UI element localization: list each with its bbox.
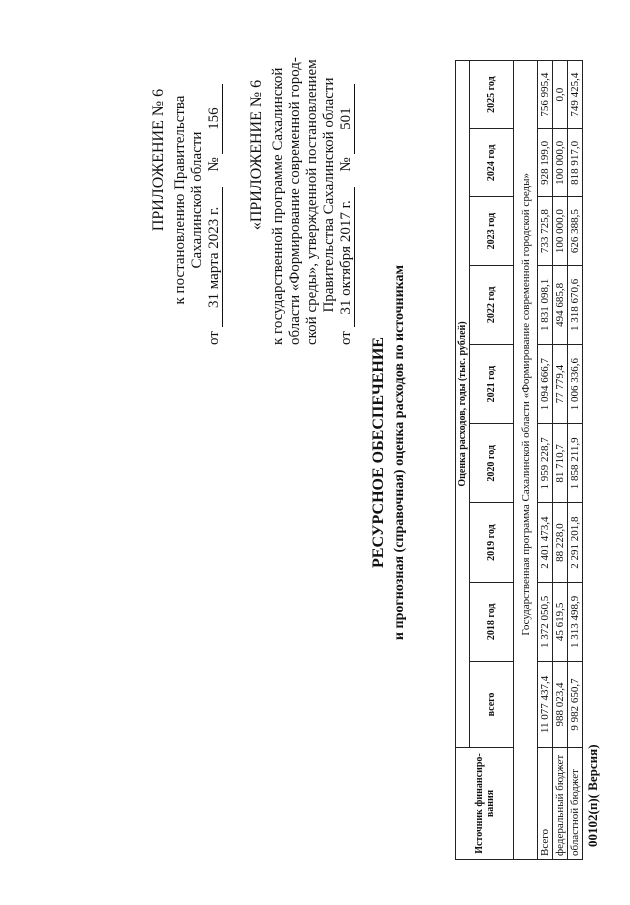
appendix-date-prefix: от [206,331,222,345]
row-value: 1 318 670,6 [568,265,583,344]
table-header-row [456,61,470,860]
original-appendix-line1: к государственной программе Сахалинской [270,67,286,345]
row-value: 2 401 473,4 [538,503,553,582]
table-row [538,61,553,860]
appendix-number-label: № [206,157,222,172]
row-value: 45 619,5 [553,582,568,661]
original-appendix-date: 31 октября 2017 г. [339,187,355,327]
appendix-date-line [206,55,223,345]
original-appendix-date-prefix: от [338,331,354,345]
row-value: 494 685,8 [553,265,568,344]
col-year-header: 2019 год [470,503,514,582]
table-subheader-row [470,61,514,860]
row-source: областной бюджет [568,748,583,860]
row-value: 2 291 201,8 [568,503,583,582]
col-year-header: 2024 год [470,129,514,197]
row-value: 1 831 098,1 [538,265,553,344]
row-value: 1 313 498,9 [568,582,583,661]
document-footer: 00102(п)( Версия) [585,744,600,847]
program-row [514,61,538,860]
row-value: 100 000,0 [553,129,568,197]
program-empty-cell [514,748,538,860]
row-value: 756 995,4 [538,61,553,129]
col-year-header: 2023 год [470,197,514,265]
row-total: 11 077 437,4 [538,661,553,747]
appendix-to-line: к постановлению Правительства [172,95,188,305]
appendix-number: 156 [207,84,223,154]
row-value: 1 006 336,6 [568,344,583,423]
original-appendix-title: «ПРИЛОЖЕНИЕ № 6 [248,79,265,231]
col-year-header: 2025 год [470,61,514,129]
row-total: 988 023,4 [553,661,568,747]
program-title: Государственная программа Сахалинской области «Формирование современной городской среды» [514,61,538,748]
row-value: 77 779,4 [553,344,568,423]
group-header: Оценка расходов, годы (тыс. рублей) [456,61,470,748]
row-value: 100 000,0 [553,197,568,265]
row-total: 9 982 650,7 [568,661,583,747]
original-appendix-date-line [338,45,355,345]
original-appendix-line3: ской среды», утвержденной постановлением [304,59,320,345]
row-value: 1 858 211,9 [568,424,583,503]
row-source: Всего [538,748,553,860]
appendix-title: ПРИЛОЖЕНИЕ № 6 [150,88,167,232]
row-value: 626 388,5 [568,197,583,265]
row-value: 749 425,4 [568,61,583,129]
original-appendix-line4: Правительства Сахалинской области [321,77,337,313]
original-appendix-text [270,45,355,345]
heading-title: РЕСУРСНОЕ ОБЕСПЕЧЕНИЕ [370,337,387,568]
heading-subtitle: и прогнозная (справочная) оценка расходов по источникам [392,264,407,641]
col-year-header: 2022 год [470,265,514,344]
table-row [553,61,568,860]
col-year-header: 2020 год [470,424,514,503]
col-year-header: 2018 год [470,582,514,661]
row-value: 1 959 228,7 [538,424,553,503]
appendix-to [172,55,223,345]
resources-table [455,60,583,860]
appendix-date: 31 марта 2023 г. [207,187,223,327]
row-value: 818 917,0 [568,129,583,197]
row-value: 928 199,0 [538,129,553,197]
row-value: 81 710,7 [553,424,568,503]
original-appendix-number-label: № [338,157,354,172]
original-appendix-number: 501 [339,84,355,154]
row-value: 88 228,0 [553,503,568,582]
original-appendix-line2: области «Формирование современной город- [287,57,303,345]
col-year-header: 2021 год [470,344,514,423]
appendix-region-line: Сахалинской области [189,131,205,269]
row-value: 1 372 050,5 [538,582,553,661]
col-source-header: Источник финансиро-вания [456,748,514,860]
row-value: 0,0 [553,61,568,129]
row-source: федеральный бюджет [553,748,568,860]
row-value: 733 725,8 [538,197,553,265]
col-total-header: всего [470,661,514,747]
row-value: 1 094 666,7 [538,344,553,423]
table-row [568,61,583,860]
